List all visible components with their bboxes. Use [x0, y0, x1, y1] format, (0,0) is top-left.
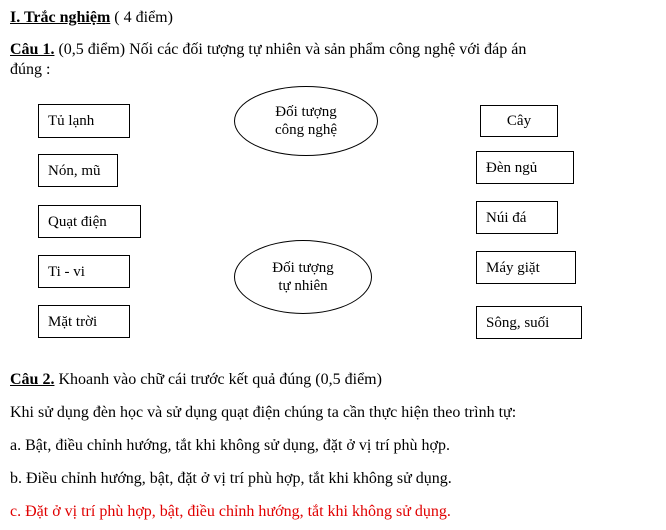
right-item-den-ngu: Đèn ngủ [476, 151, 574, 184]
q2-option-c-correct: c. Đặt ở vị trí phù hợp, bật, điều chỉnh hướng, tắt khi không sử dụng. [10, 503, 451, 520]
q1-label: Câu 1. [10, 41, 55, 58]
section-header [10, 8, 173, 28]
left-item-non-mu: Nón, mũ [38, 154, 118, 187]
q2-title: Khoanh vào chữ cái trước kết quả đúng (0,5 điểm) [54, 371, 382, 388]
q1-text: (0,5 điểm) Nối các đối tượng tự nhiên và sản phẩm công nghệ với đáp án [54, 41, 527, 58]
ellipse-tu-nhien-line2: tự nhiên [278, 278, 328, 294]
ellipse-tu-nhien [234, 240, 372, 314]
left-item-mat-troi: Mặt trời [38, 305, 130, 338]
q1-text-line2: đúng : [10, 61, 51, 78]
right-item-nui-da: Núi đá [476, 201, 558, 234]
q2-header [10, 370, 382, 390]
q2-option-a: a. Bật, điều chỉnh hướng, tắt khi không sử dụng, đặt ở vị trí phù hợp. [10, 437, 451, 454]
ellipse-cong-nghe-line2: công nghệ [274, 122, 338, 138]
ellipse-cong-nghe-line1: Đối tượng [275, 104, 337, 120]
section-title: I. Trắc nghiệm [10, 9, 111, 26]
left-item-tu-lanh: Tủ lạnh [38, 104, 130, 138]
ellipse-cong-nghe [234, 86, 378, 156]
q2-prompt: Khi sử dụng đèn học và sử dụng quạt điện chúng ta cần thực hiện theo trình tự: [10, 404, 517, 421]
ellipse-tu-nhien-line1: Đối tượng [272, 260, 334, 276]
q2-label: Câu 2. [10, 371, 55, 388]
q2-option-b: b. Điều chỉnh hướng, bật, đặt ở vị trí phù hợp, tắt khi không sử dụng. [10, 470, 452, 487]
section-points: ( 4 điểm) [110, 9, 173, 26]
q1-text-line1 [10, 40, 526, 60]
right-item-cay: Cây [480, 105, 558, 137]
left-item-quat-dien: Quạt điện [38, 205, 141, 238]
right-item-may-giat: Máy giặt [476, 251, 576, 284]
left-item-ti-vi: Ti - vi [38, 255, 130, 288]
right-item-song-suoi: Sông, suối [476, 306, 582, 339]
